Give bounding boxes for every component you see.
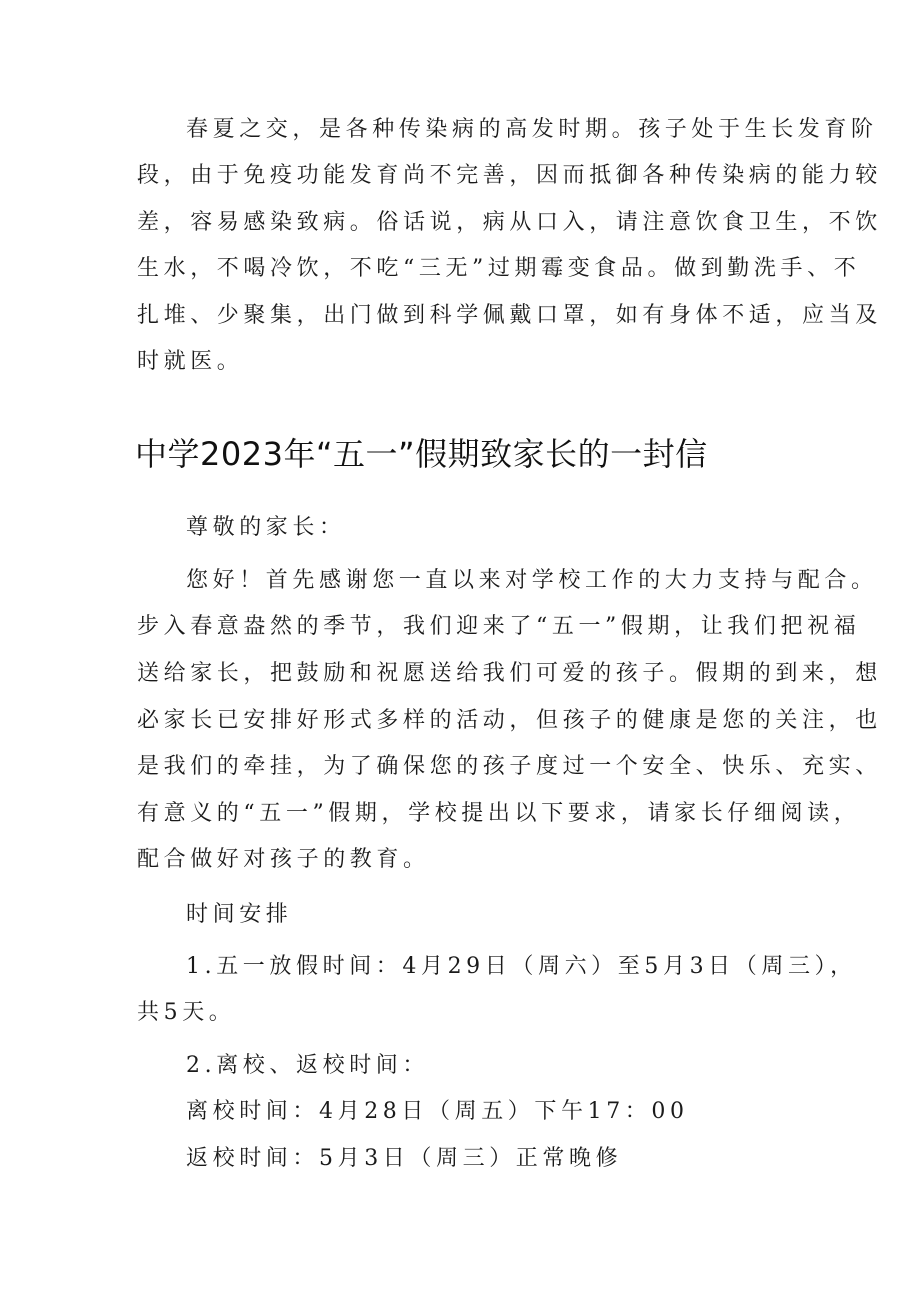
intro-line-5: 扎堆、少聚集，出门做到科学佩戴口罩，如有身体不适，应当及 bbox=[137, 303, 882, 328]
intro-line-6: 时就医。 bbox=[137, 349, 244, 374]
schedule-item-1-line-2: 共5天。 bbox=[137, 1000, 236, 1025]
letter-title: 中学2023年“五一”假期致家长的一封信 bbox=[135, 435, 708, 473]
return-time: 返校时间：5月3日（周三）正常晚修 bbox=[186, 1146, 623, 1171]
intro-line-2: 段，由于免疫功能发育尚不完善，因而抵御各种传染病的能力较 bbox=[137, 163, 882, 188]
letter-body-line-5: 是我们的牵挂，为了确保您的孩子度过一个安全、快乐、充实、 bbox=[137, 754, 882, 779]
letter-salutation: 尊敬的家长： bbox=[186, 515, 346, 540]
letter-body-line-7: 配合做好对孩子的教育。 bbox=[137, 847, 430, 872]
schedule-item-1-line-1: 1.五一放假时间：4月29日（周六）至5月3日（周三）， bbox=[186, 954, 857, 979]
letter-body-line-2: 步入春意盎然的季节，我们迎来了“五一”假期，让我们把祝福 bbox=[137, 614, 861, 639]
schedule-item-2-heading: 2.离校、返校时间： bbox=[186, 1053, 429, 1078]
leave-time: 离校时间：4月28日（周五）下午17：00 bbox=[186, 1099, 689, 1124]
letter-body-line-1: 您好！首先感谢您一直以来对学校工作的大力支持与配合。 bbox=[186, 568, 878, 593]
schedule-heading: 时间安排 bbox=[186, 902, 293, 927]
letter-body-line-6: 有意义的“五一”假期，学校提出以下要求，请家长仔细阅读， bbox=[137, 801, 861, 826]
intro-line-3: 差，容易感染致病。俗话说，病从口入，请注意饮食卫生，不饮 bbox=[137, 210, 882, 235]
letter-body-line-4: 必家长已安排好形式多样的活动，但孩子的健康是您的关注，也 bbox=[137, 708, 882, 733]
letter-body-line-3: 送给家长，把鼓励和祝愿送给我们可爱的孩子。假期的到来，想 bbox=[137, 661, 882, 686]
intro-line-1: 春夏之交，是各种传染病的高发时期。孩子处于生长发育阶 bbox=[186, 117, 878, 142]
intro-line-4: 生水，不喝冷饮，不吃“三无”过期霉变食品。做到勤洗手、不 bbox=[137, 256, 861, 281]
